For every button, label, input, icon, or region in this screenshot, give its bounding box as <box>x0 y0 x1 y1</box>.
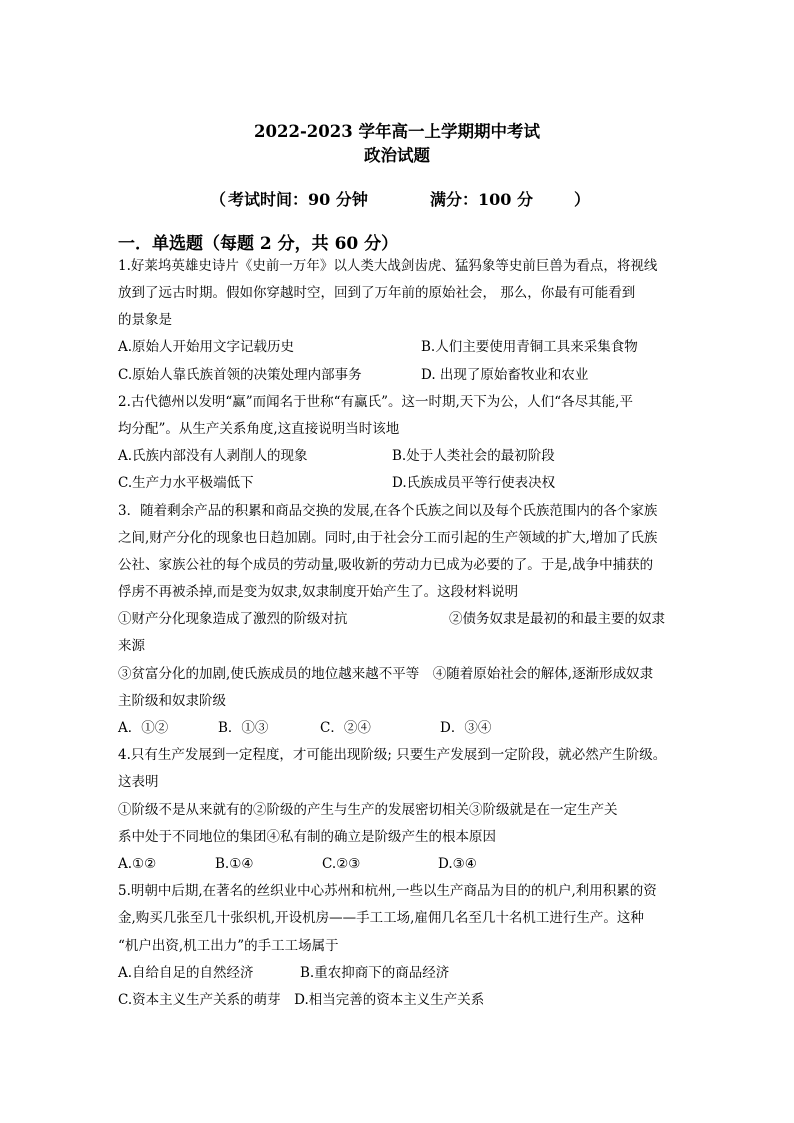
q1-option-c: C.原始人靠氏族首领的决策处理内部事务 <box>118 367 362 383</box>
q1-stem-line: 1.好莱坞英雄史诗片《史前一万年》以人类大战剑齿虎、猛犸象等史前巨兽为看点，将视线 <box>118 258 658 274</box>
q4-stem-line: 这表明 <box>118 774 159 790</box>
q1-option-d: D. 出现了原始畜牧业和农业 <box>421 367 589 383</box>
q3-option-a: A．①② <box>118 720 169 736</box>
q3-stem-line: 俘虏不再被杀掉,而是变为奴隶,奴隶制度开始产生了。这段材料说明 <box>118 584 519 600</box>
q1-stem-line: 放到了远古时期。假如你穿越时空，回到了万年前的原始社会， 那么，你最有可能看到 <box>118 285 636 301</box>
q3-stem-line: 3．随着剩余产品的积累和商品交换的发展,在各个氏族之间以及每个氏族范围内的各个家族 <box>118 503 658 519</box>
q3-statements-3-4: ③贫富分化的加剧,使氏族成员的地位越来越不平等 ④随着原始社会的解体,逐渐形成奴隶 <box>118 666 654 682</box>
q4-option-b: B.①④ <box>215 856 254 872</box>
q5-stem-line: 金,购买几张至几十张织机,开设机房——手工工场,雇佣几名至几十名机工进行生产。这种 <box>118 910 644 926</box>
q3-statement-4-cont: 主阶级和奴隶阶级 <box>118 693 226 709</box>
q4-option-d: D.③④ <box>438 856 477 872</box>
q5-options-c-d: C.资本主义生产关系的萌芽 D.相当完善的资本主义生产关系 <box>118 992 485 1008</box>
info-paren-close: ） <box>574 190 591 209</box>
q4-statements-line: ①阶级不是从来就有的②阶级的产生与生产的发展密切相关③阶级就是在一定生产关 <box>118 802 618 818</box>
q5-stem-line: 5.明朝中后期,在著名的丝织业中心苏州和杭州,一些以生产商品为目的的机户,利用积累的资 <box>118 883 657 899</box>
q3-statement-1: ①财产分化现象造成了激烈的阶级对抗 <box>118 611 348 627</box>
section-title: 一．单选题（每题 2 分，共 60 分） <box>118 234 399 254</box>
q3-option-c: C．②④ <box>320 720 371 736</box>
q3-statement-2: ②债务奴隶是最初的和最主要的奴隶 <box>449 611 665 627</box>
q3-option-b: B．①③ <box>218 720 269 736</box>
info-paren-open: （ <box>210 190 227 209</box>
q4-option-c: C.②③ <box>322 856 361 872</box>
q2-option-d: D.氏族成员平等行使表决权 <box>392 475 556 491</box>
q1-option-a: A.原始人开始用文字记载历史 <box>118 339 295 355</box>
q1-option-b: B.人们主要使用青铜工具来采集食物 <box>421 339 638 355</box>
q2-stem-line: 2.古代德州以发明“赢”而闻名于世称“有赢氏”。这一时期,天下为公，人们“各尽其能,平 <box>118 394 633 410</box>
q2-option-c: C.生产力水平极端低下 <box>118 475 254 491</box>
q4-option-a: A.①② <box>118 856 157 872</box>
q5-option-a: A.自给自足的自然经济 <box>118 965 254 981</box>
q3-stem-line: 公社、家族公社的每个成员的劳动量,吸收新的劳动力已成为必要的了。于是,战争中捕获的 <box>118 557 654 573</box>
full-score: 满分：100 分 <box>430 190 533 209</box>
exam-title: 2022-2023 学年高一上学期期中考试 <box>254 122 540 141</box>
q3-statement-2-cont: 来源 <box>118 638 145 654</box>
q2-option-b: B.处于人类社会的最初阶段 <box>392 448 555 464</box>
q2-option-a: A.氏族内部没有人剥削人的现象 <box>118 448 308 464</box>
q1-stem-line: 的景象是 <box>118 312 172 328</box>
q3-option-d: D．③④ <box>440 720 492 736</box>
q5-stem-line: “机户出资,机工出力”的手工工场属于 <box>118 938 339 954</box>
exam-time: 考试时间：90 分钟 <box>228 190 368 209</box>
q3-stem-line: 之间,财产分化的现象也日趋加剧。同时,由于社会分工而引起的生产领域的扩大,增加了氏族 <box>118 530 658 546</box>
q4-statements-line: 系中处于不同地位的集团④私有制的确立是阶级产生的根本原因 <box>118 829 496 845</box>
q4-stem-line: 4.只有生产发展到一定程度，才可能出现阶级; 只要生产发展到一定阶段，就必然产生阶级。 <box>118 747 667 763</box>
q2-stem-line: 均分配”。从生产关系角度,这直接说明当时该地 <box>118 421 400 437</box>
q5-option-b: B.重农抑商下的商品经济 <box>300 965 450 981</box>
exam-subtitle: 政治试题 <box>364 146 430 165</box>
